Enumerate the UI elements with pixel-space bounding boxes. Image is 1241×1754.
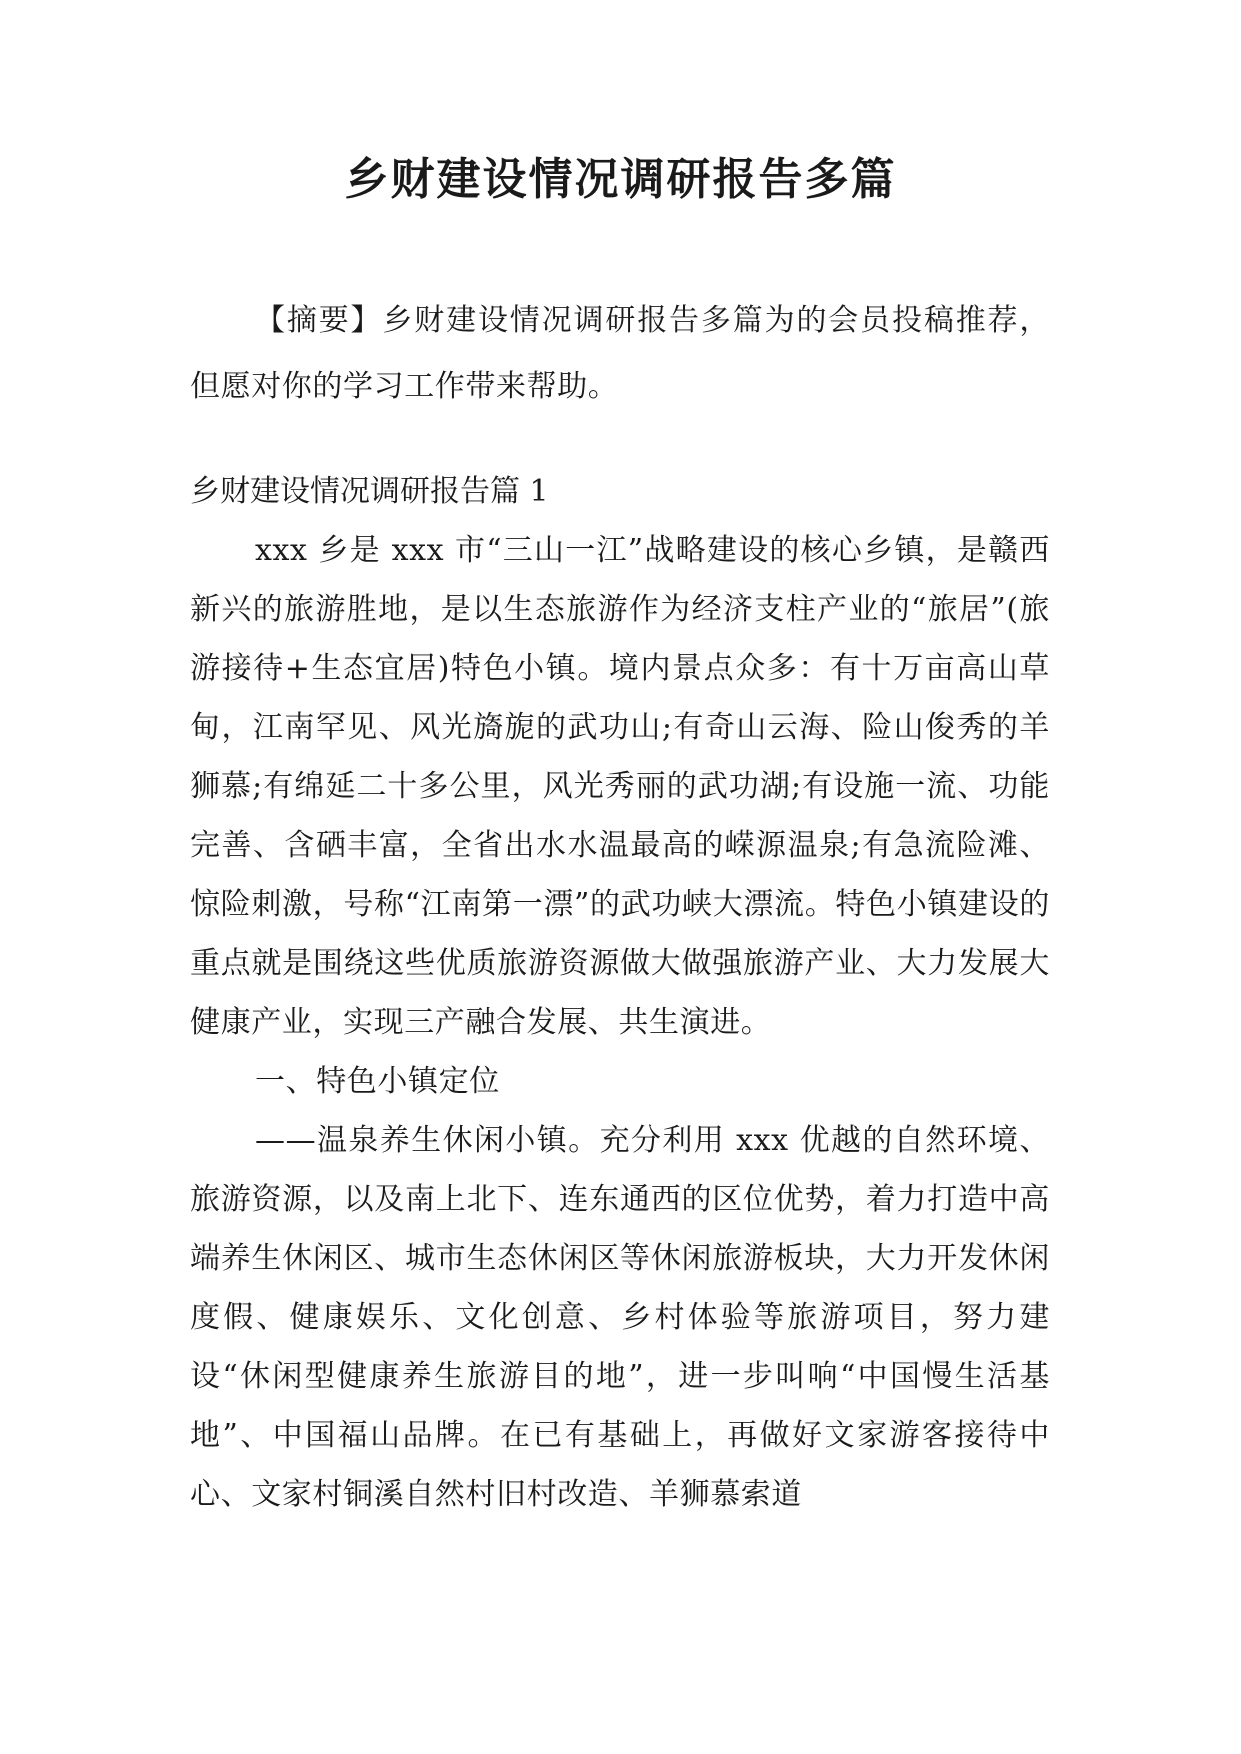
body-paragraph: ——温泉养生休闲小镇。充分利用 xxx 优越的自然环境、旅游资源，以及南上北下、连东通西的区位优势，着力打造中高端养生休闲区、城市生态休闲区等休闲旅游板块，大力开发休闲度假、健康娱乐、文化创意、乡村体验等旅游项目，努力建设“休闲型健康养生旅游目的地”，进一步叫响“中国慢生活基地”、中国福山品牌。在已有基础上，再做好文家游客接待中心、文家村铜溪自然村旧村改造、羊狮慕索道	[190, 1123, 1050, 1512]
document-title: 乡财建设情况调研报告多篇	[344, 154, 897, 205]
abstract-paragraph: 【摘要】乡财建设情况调研报告多篇为的会员投稿推荐，但愿对你的学习工作带来帮助。	[190, 303, 1050, 404]
subsection-heading: 一、特色小镇定位	[255, 1064, 500, 1099]
section-title: 乡财建设情况调研报告篇 1	[190, 474, 549, 509]
body-paragraph: xxx 乡是 xxx 市“三山一江”战略建设的核心乡镇，是赣西新兴的旅游胜地，是以生态旅游作为经济支柱产业的“旅居”(旅游接待+生态宜居)特色小镇。境内景点众多：有十万亩高山草甸，江南罕见、风光旖旎的武功山;有奇山云海、险山俊秀的羊狮慕;有绵延二十多公里，风光秀丽的武功湖;有设施一流、功能完善、含硒丰富，全省出水水温最高的嵘源温泉;有急流险滩、惊险刺激，号称“江南第一漂”的武功峡大漂流。特色小镇建设的重点就是围绕这些优质旅游资源做大做强旅游产业、大力发展大健康产业，实现三产融合发展、共生演进。	[190, 533, 1050, 1040]
document-body	[190, 521, 1050, 1524]
